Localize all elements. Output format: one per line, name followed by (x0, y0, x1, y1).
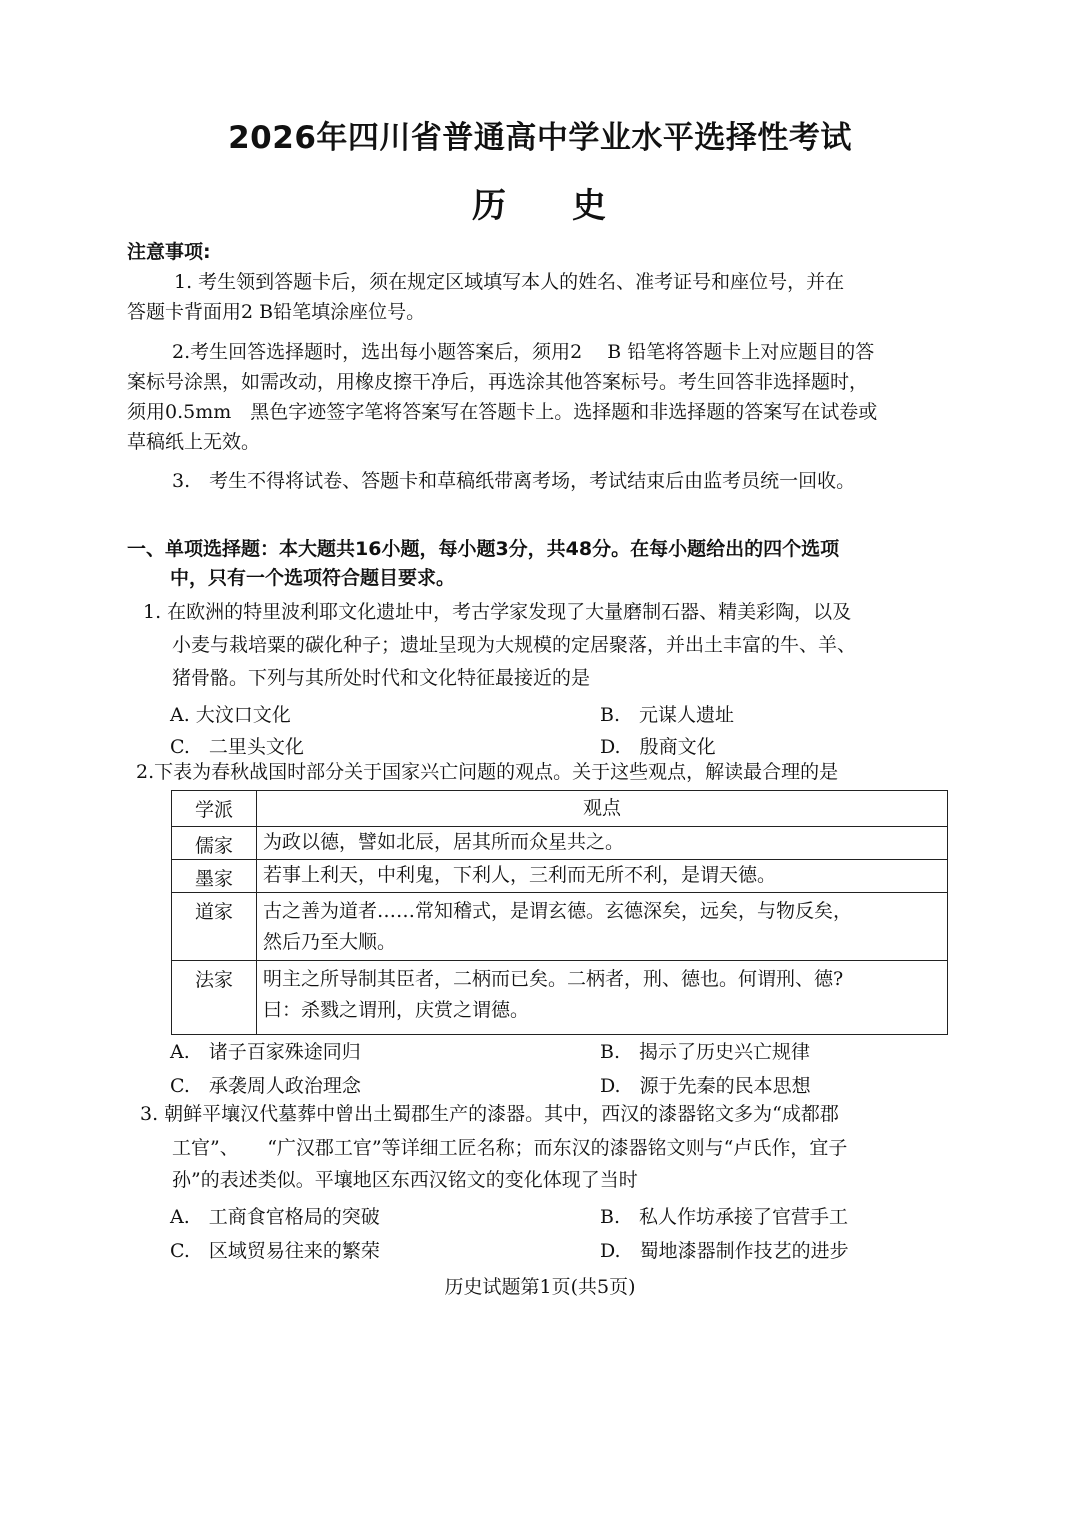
q1-stem-line-1: 1. 在欧洲的特里波利耶文化遗址中，考古学家发现了大量磨制石器、精美彩陶，以及 (143, 601, 852, 623)
table-cell-school: 法家 (172, 961, 257, 1035)
q3-option-c[interactable]: C. 区域贸易往来的繁荣 (170, 1240, 380, 1262)
table-cell-school: 儒家 (172, 827, 257, 860)
notice-item-2-line-4: 草稿纸上无效。 (127, 431, 261, 453)
notice-item-3: 3. 考生不得将试卷、答题卡和草稿纸带离考场，考试结束后由监考员统一回收。 (172, 470, 856, 492)
q2-stem: 2.下表为春秋战国时部分关于国家兴亡问题的观点。关于这些观点，解读最合理的是 (136, 761, 839, 783)
table-cell-view-line-1: 明主之所导制其臣者，二柄而已矣。二柄者，刑、德也。何谓刑、德? (263, 968, 844, 990)
q1-option-a[interactable]: A. 大汶口文化 (170, 704, 291, 726)
q3-stem-line-3: 孙”的表述类似。平壤地区东西汉铭文的变化体现了当时 (172, 1169, 638, 1191)
subject-char-1: 历 (472, 186, 508, 226)
q3-stem-line-1: 3. 朝鲜平壤汉代墓葬中曾出土蜀郡生产的漆器。其中，西汉的漆器铭文多为“成都郡 (140, 1103, 839, 1125)
page-footer: 历史试题第1页(共5页) (444, 1276, 636, 1298)
notice-item-2-line-1: 2.考生回答选择题时，选出每小题答案后，须用2 B 铅笔将答题卡上对应题目的答 (172, 341, 875, 363)
q3-option-b[interactable]: B. 私人作坊承接了官营手工 (600, 1206, 849, 1228)
q2-option-a[interactable]: A. 诸子百家殊途同归 (170, 1041, 361, 1063)
q2-option-c[interactable]: C. 承袭周人政治理念 (170, 1075, 361, 1097)
table-header-view: 观点 (257, 791, 948, 827)
notice-item-2-line-2: 案标号涂黑，如需改动，用橡皮擦干净后，再选涂其他答案标号。考生回答非选择题时， (127, 371, 869, 393)
table-cell-school: 道家 (172, 893, 257, 961)
table-row (172, 827, 948, 860)
section-1-heading-line-2: 中，只有一个选项符合题目要求。 (170, 567, 456, 589)
q3-option-a[interactable]: A. 工商食官格局的突破 (170, 1206, 380, 1228)
q1-option-d[interactable]: D. 殷商文化 (600, 736, 716, 758)
table-cell-view: 若事上利天，中利鬼，下利人，三利而无所不利，是谓天德。 (257, 860, 948, 893)
table-row (172, 961, 948, 1035)
q1-option-c[interactable]: C. 二里头文化 (170, 736, 304, 758)
table-row (172, 893, 948, 961)
table-cell-school: 墨家 (172, 860, 257, 893)
exam-title: 2026年四川省普通高中学业水平选择性考试 (228, 120, 852, 156)
table-cell-view-line-2: 然后乃至大顺。 (263, 931, 397, 953)
q3-stem-line-2: 工官”、 “广汉郡工官”等详细工匠名称；而东汉的漆器铭文则与“卢氏作，宜子 (172, 1137, 848, 1159)
table-cell-view-line-2: 曰：杀戮之谓刑，庆赏之谓德。 (263, 999, 530, 1021)
subject-char-2: 史 (572, 186, 608, 226)
table-cell-view-line-1: 古之善为道者……常知稽式，是谓玄德。玄德深矣，远矣，与物反矣， (263, 900, 853, 922)
table-row (172, 860, 948, 893)
subject-title (0, 178, 1080, 227)
table-header-row (172, 791, 948, 827)
table-cell-view (257, 893, 948, 961)
q1-stem-line-2: 小麦与栽培粟的碳化种子；遗址呈现为大规模的定居聚落，并出土丰富的牛、羊、 (172, 634, 857, 656)
notice-heading: 注意事项: (127, 241, 211, 263)
q3-option-d[interactable]: D. 蜀地漆器制作技艺的进步 (600, 1240, 849, 1262)
notice-item-1-line-1: 1. 考生领到答题卡后，须在规定区域填写本人的姓名、准考证号和座位号，并在 (174, 271, 845, 293)
section-1-heading-line-1: 一、单项选择题：本大题共16小题，每小题3分，共48分。在每小题给出的四个选项 (127, 538, 840, 560)
table-cell-view (257, 961, 948, 1035)
notice-item-2-line-3: 须用0.5mm 黑色字迹签字笔将答案写在答题卡上。选择题和非选择题的答案写在试卷或 (127, 401, 878, 423)
q2-viewpoint-table (171, 790, 948, 1035)
notice-item-1-line-2: 答题卡背面用2 B铅笔填涂座位号。 (127, 301, 426, 323)
table-cell-view: 为政以德，譬如北辰，居其所而众星共之。 (257, 827, 948, 860)
table-header-school: 学派 (172, 791, 257, 827)
q2-option-d[interactable]: D. 源于先秦的民本思想 (600, 1075, 811, 1097)
q1-stem-line-3: 猪骨骼。下列与其所处时代和文化特征最接近的是 (172, 667, 591, 689)
q1-option-b[interactable]: B. 元谋人遗址 (600, 704, 735, 726)
q2-option-b[interactable]: B. 揭示了历史兴亡规律 (600, 1041, 811, 1063)
